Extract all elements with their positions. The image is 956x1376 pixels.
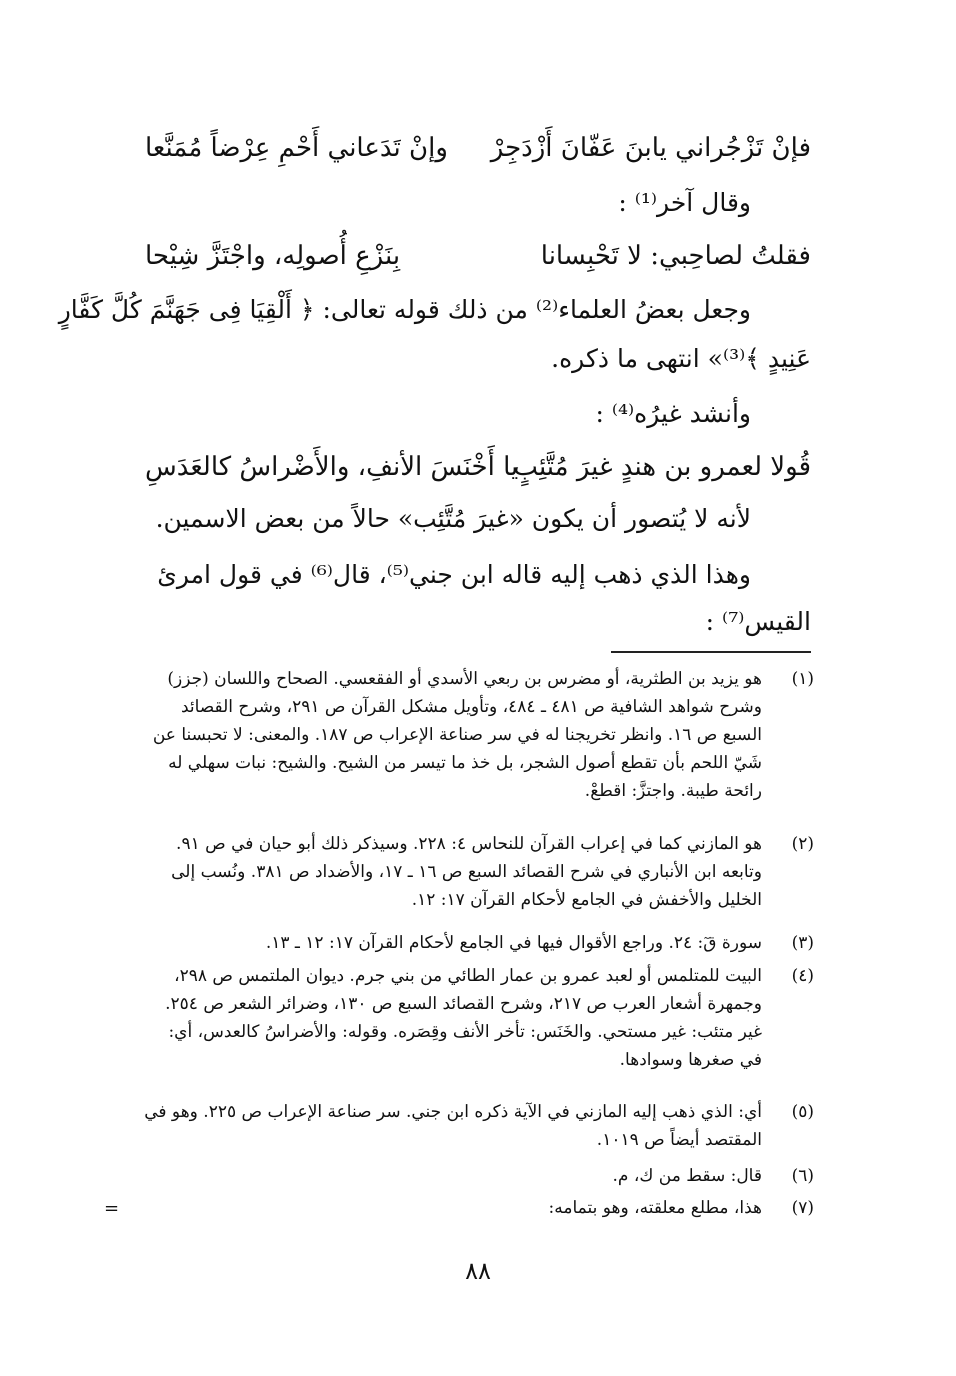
footnote-text: هو المازني كما في إعراب القرآن للنحاس ٤: ٢٢٨. وسيذكر ذلك أبو حيان في ص ٩١. وتابعه ابن الأنباري في شرح القصائد السبع ص ١٦ ـ ١٧، والأضداد ص ٣٨١. ونُسب إلى الخليل والأخفش في الجامع لأحكام القرآن ١٧: ١٢. [171,834,762,910]
intro-line-2: وأنشد غيرُه⁽⁴⁾ : [595,399,751,428]
footnote-number: (٤) [791,966,814,986]
paragraph-1-line-1: وجعل بعضُ العلماء⁽²⁾ من ذلك قوله تعالى: ﴿ أَلْقِيَا فِى جَهَنَّمَ كُلَّ كَفَّارٍ [58,295,751,324]
footnote-text: سورة قٓ: ٢٤. وراجع الأقوال فيها في الجامع لأحكام القرآن ١٧: ١٢ ـ ١٣. [265,933,762,953]
footnote-number: (٥) [791,1102,814,1122]
verse-1-hemistich-1: فإنْ تَزْجُراني يابنَ عَفّانَ أَزْدَجِرْ [490,133,811,163]
paragraph-2-line-1: وهذا الذي ذهب إليه قاله ابن جني⁽⁵⁾، قال⁽⁶⁾ في قول امرئ [157,560,751,589]
explanation-line: لأنه لا يُتصور أن يكون «غيرَ مُتَّئِب» حالاً من بعض الاسمين. [155,504,751,533]
footnote-6 [144,1162,814,1190]
footnote-2 [144,830,814,914]
paragraph-2-line-2: القيس⁽⁷⁾ : [705,607,811,636]
verse-3 [145,447,811,487]
footnote-text: هذا، مطلع معلقته، وهو بتمامه: [548,1198,762,1218]
verse-2 [145,236,811,276]
verse-3-hemistich-2: يا أَخْنَسَ الأنفِ، والأَضْراسُ كالعَدَسِ [145,452,519,482]
footnote-7 [144,1194,814,1222]
footnote-text: قال: سقط من ك، م. [612,1166,762,1186]
footnote-text: أي: الذي ذهب إليه المازني في الآية ذكره ابن جني. سر صناعة الإعراب ص ٢٢٥. وهو في المقتصد أيضاً ص ١٠١٩. [144,1102,762,1150]
footnote-text: البيت للمتلمس أو لعبد عمرو بن عمار الطائي من بني جرم. ديوان الملتمس ص ٢٩٨، وجمهرة أشعار العرب ص ٢١٧، وشرح القصائد السبع ص ١٣٠، وضرائر الشعر ص ٢٥٤. غير متئب: غير مستحي. والخَنَس: تأخر الأنف وقِصَره. وقوله: والأضراسُ كالعدس، أي: في صغرها وسوادها. [165,966,762,1070]
footnote-4 [144,962,814,1074]
footnote-number: (٧) [791,1198,814,1218]
verse-1 [145,128,811,168]
footnote-number: (٣) [791,933,814,953]
verse-2-hemistich-2: بِنَزْعِ أُصولِه، واجْتَزَّ شِيْحا [145,241,401,271]
verse-1-hemistich-2: وإنْ تَدَعاني أَحْمِ عِرْضاً مُمَنَّعا [145,133,448,163]
footnote-text: هو يزيد بن الطثرية، أو مضرس بن ربعي الأسدي أو الفقعسي. الصحاح واللسان (جزز) وشرح شواهد الشافية ص ٤٨١ ـ ٤٨٤، وتأويل مشكل القرآن ص ٢٩١، وشرح القصائد السبع ص ١٦. وانظر تخريجنا له في سر صناعة الإعراب ص ١٨٧. والمعنى: لا تحبسنا عن شَيّ اللحم بأن تقطع أصول الشجر، بل خذ ما تيسر من الشيح. والشيح: نبات سهلي له رائحة طيبة. واجتزَّ: اقطعْ. [152,669,762,801]
footnote-number: (٦) [791,1166,814,1186]
verse-3-hemistich-1: قُولا لعمرو بن هندٍ غيرَ مُتَّئِبٍ [513,452,811,482]
page-number: ٨٨ [465,1257,491,1285]
footnote-1 [144,665,814,805]
footnote-separator [611,651,811,653]
footnote-5 [144,1098,814,1154]
continuation-mark: = [104,1198,120,1219]
paragraph-1-line-2: عَنِيدٍ ﴾⁽³⁾» انتهى ما ذكره. [551,344,811,373]
footnote-number: (٢) [791,834,814,854]
footnote-number: (١) [791,669,814,689]
verse-2-hemistich-1: فقلتُ لصاحِبي: لا تَحْبِسانا [540,241,811,271]
intro-line-1: وقال آخر⁽¹⁾ : [618,188,751,217]
footnote-3 [144,929,814,957]
